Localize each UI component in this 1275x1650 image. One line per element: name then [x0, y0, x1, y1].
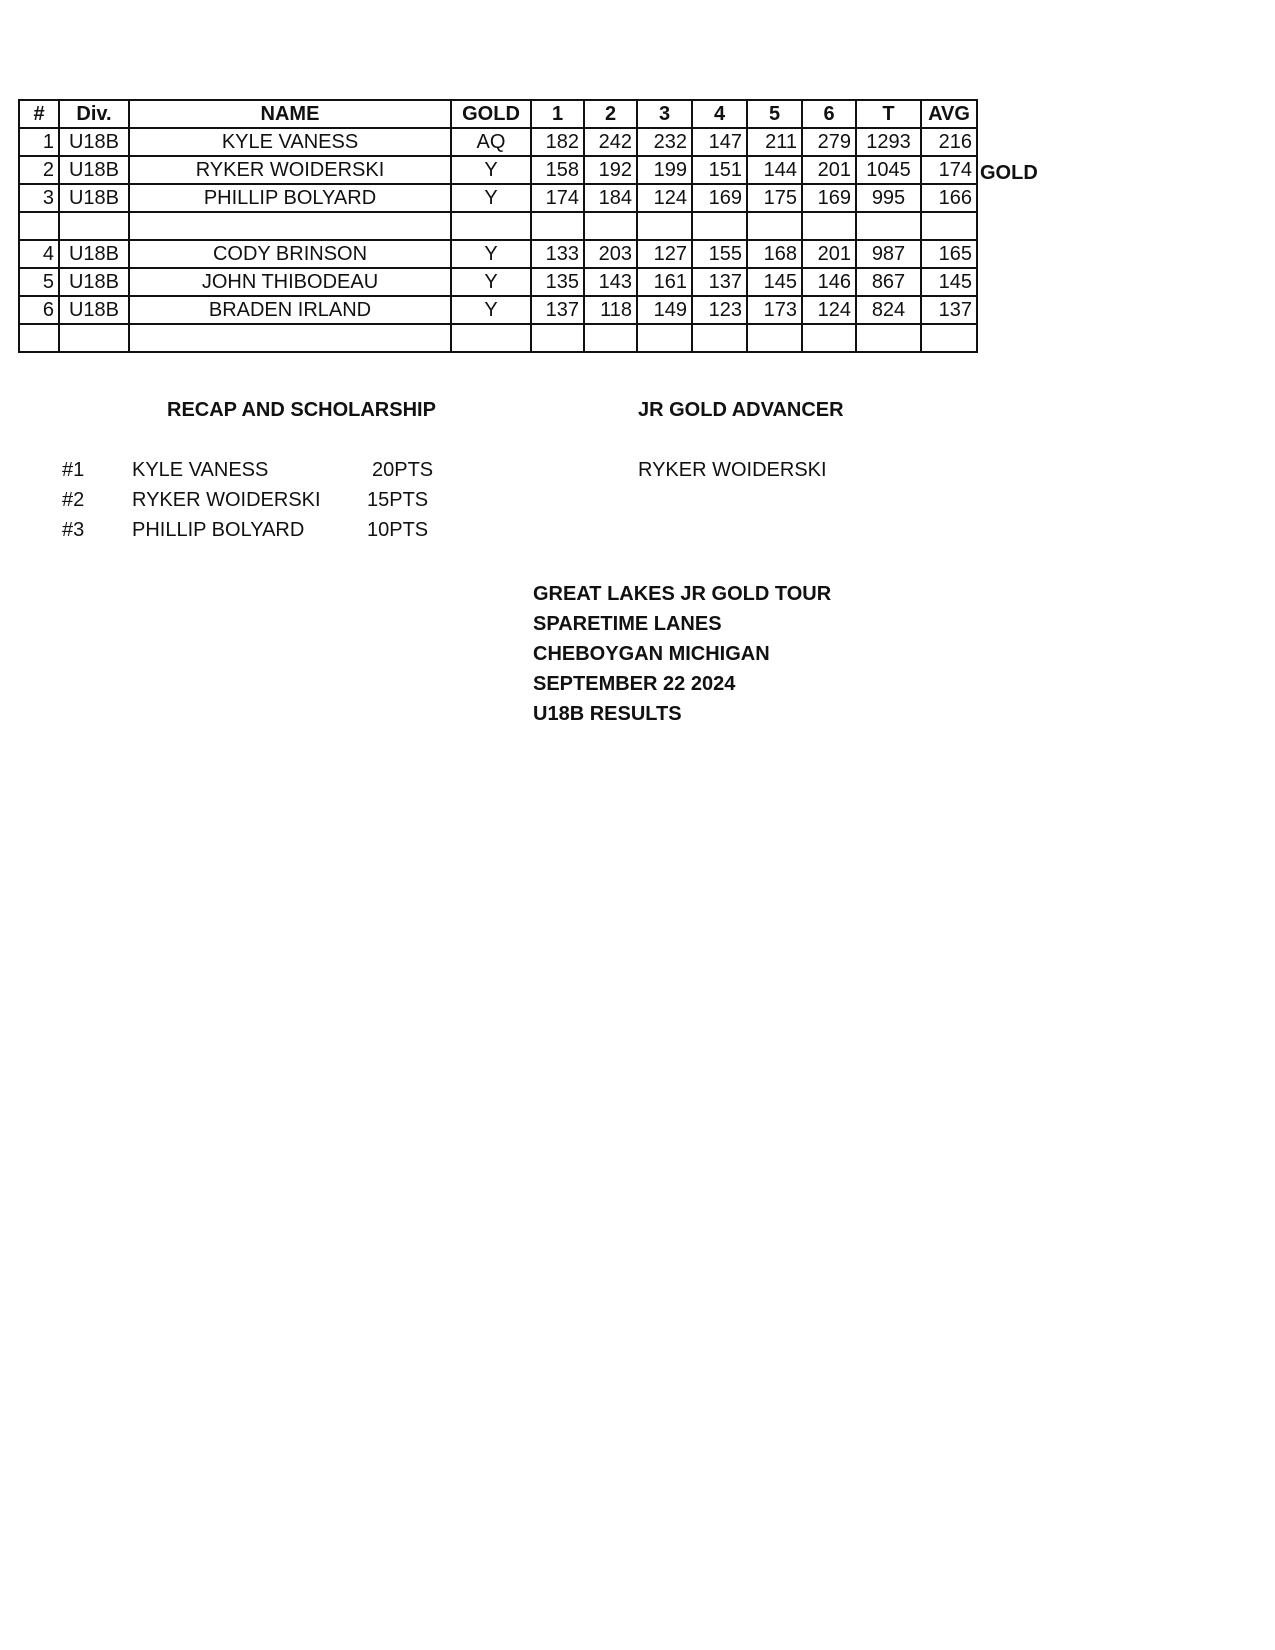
cell-game-1: 174 [531, 184, 584, 212]
recap-name-3: PHILLIP BOLYARD [132, 519, 305, 541]
recap-name-1: KYLE VANESS [132, 459, 269, 481]
cell-game-6 [802, 212, 856, 240]
cell-total: 824 [856, 296, 921, 324]
cell-gold: Y [451, 268, 531, 296]
cell-division: U18B [59, 128, 129, 156]
cell-game-5: 211 [747, 128, 802, 156]
cell-game-4 [692, 324, 747, 352]
cell-gold: AQ [451, 128, 531, 156]
cell-game-1: 133 [531, 240, 584, 268]
cell-game-3: 232 [637, 128, 692, 156]
cell-rank: 4 [19, 240, 59, 268]
cell-average: 137 [921, 296, 977, 324]
cell-game-1: 158 [531, 156, 584, 184]
event-venue: SPARETIME LANES [533, 613, 722, 635]
cell-game-4: 151 [692, 156, 747, 184]
cell-game-5: 168 [747, 240, 802, 268]
cell-gold: Y [451, 184, 531, 212]
cell-game-5 [747, 324, 802, 352]
cell-division: U18B [59, 296, 129, 324]
cell-total: 1293 [856, 128, 921, 156]
cell-game-6: 279 [802, 128, 856, 156]
recap-points-3: 10PTS [367, 519, 429, 541]
cell-rank [19, 212, 59, 240]
cell-name: BRADEN IRLAND [129, 296, 451, 324]
table-row [19, 184, 977, 212]
cell-game-5: 144 [747, 156, 802, 184]
cell-division [59, 324, 129, 352]
recap-points-2: 15PTS [367, 489, 429, 511]
cell-game-5: 173 [747, 296, 802, 324]
cell-game-1: 182 [531, 128, 584, 156]
cell-game-5: 145 [747, 268, 802, 296]
cell-game-3 [637, 212, 692, 240]
header-game-5: 5 [747, 100, 802, 128]
cell-average: 216 [921, 128, 977, 156]
header-game-4: 4 [692, 100, 747, 128]
recap-title: RECAP AND SCHOLARSHIP [167, 399, 436, 421]
header-division: Div. [59, 100, 129, 128]
cell-game-4 [692, 212, 747, 240]
recap-points-1: 20PTS [372, 459, 434, 481]
recap-rank-3: #3 [62, 519, 85, 541]
cell-total [856, 324, 921, 352]
advancer-name: RYKER WOIDERSKI [638, 459, 827, 481]
cell-game-4: 155 [692, 240, 747, 268]
cell-average [921, 212, 977, 240]
event-tour: GREAT LAKES JR GOLD TOUR [533, 583, 832, 605]
cell-rank: 2 [19, 156, 59, 184]
cell-division: U18B [59, 240, 129, 268]
cell-total: 867 [856, 268, 921, 296]
header-game-1: 1 [531, 100, 584, 128]
advancer-title: JR GOLD ADVANCER [638, 399, 844, 421]
cell-name: CODY BRINSON [129, 240, 451, 268]
cell-game-6: 201 [802, 240, 856, 268]
cell-game-2: 118 [584, 296, 637, 324]
event-date: SEPTEMBER 22 2024 [533, 673, 736, 695]
table-row [19, 324, 977, 352]
cell-game-1 [531, 324, 584, 352]
cell-division: U18B [59, 156, 129, 184]
header-total: T [856, 100, 921, 128]
cell-average: 165 [921, 240, 977, 268]
recap-name-2: RYKER WOIDERSKI [132, 489, 321, 511]
cell-gold: Y [451, 296, 531, 324]
cell-rank: 6 [19, 296, 59, 324]
cell-rank [19, 324, 59, 352]
results-table [18, 99, 978, 353]
cell-gold [451, 212, 531, 240]
cell-game-3 [637, 324, 692, 352]
cell-rank: 1 [19, 128, 59, 156]
header-average: AVG [921, 100, 977, 128]
cell-game-3: 161 [637, 268, 692, 296]
table-row [19, 156, 977, 184]
cell-game-1 [531, 212, 584, 240]
cell-game-1: 135 [531, 268, 584, 296]
table-row [19, 296, 977, 324]
header-game-6: 6 [802, 100, 856, 128]
recap-rank-2: #2 [62, 489, 85, 511]
table-header-row [19, 100, 977, 128]
cell-average [921, 324, 977, 352]
cell-gold: Y [451, 240, 531, 268]
cell-game-1: 137 [531, 296, 584, 324]
cell-total: 987 [856, 240, 921, 268]
event-info [533, 579, 831, 729]
cell-total: 995 [856, 184, 921, 212]
cell-name [129, 324, 451, 352]
cell-game-3: 124 [637, 184, 692, 212]
cell-rank: 3 [19, 184, 59, 212]
cell-game-2: 203 [584, 240, 637, 268]
cell-average: 145 [921, 268, 977, 296]
cell-division: U18B [59, 268, 129, 296]
cell-game-2: 184 [584, 184, 637, 212]
cell-game-6: 169 [802, 184, 856, 212]
cell-game-3: 127 [637, 240, 692, 268]
cell-division: U18B [59, 184, 129, 212]
event-location: CHEBOYGAN MICHIGAN [533, 643, 770, 665]
cell-name: JOHN THIBODEAU [129, 268, 451, 296]
cell-game-2: 242 [584, 128, 637, 156]
header-game-2: 2 [584, 100, 637, 128]
cell-rank: 5 [19, 268, 59, 296]
cell-gold [451, 324, 531, 352]
table-row [19, 240, 977, 268]
cell-name: PHILLIP BOLYARD [129, 184, 451, 212]
cell-game-2: 143 [584, 268, 637, 296]
cell-game-5 [747, 212, 802, 240]
cell-game-4: 123 [692, 296, 747, 324]
cell-division [59, 212, 129, 240]
header-game-3: 3 [637, 100, 692, 128]
table-row [19, 212, 977, 240]
cell-game-4: 147 [692, 128, 747, 156]
header-rank: # [19, 100, 59, 128]
table-row [19, 128, 977, 156]
header-name: NAME [129, 100, 451, 128]
cell-game-4: 137 [692, 268, 747, 296]
cell-game-6: 201 [802, 156, 856, 184]
cell-total [856, 212, 921, 240]
cell-average: 174 [921, 156, 977, 184]
cell-game-2 [584, 212, 637, 240]
cell-game-6: 124 [802, 296, 856, 324]
table-row [19, 268, 977, 296]
event-results-title: U18B RESULTS [533, 703, 682, 725]
gold-qualifier-note: GOLD [980, 162, 1038, 184]
cell-game-4: 169 [692, 184, 747, 212]
cell-game-2 [584, 324, 637, 352]
cell-average: 166 [921, 184, 977, 212]
cell-gold: Y [451, 156, 531, 184]
recap-rank-1: #1 [62, 459, 85, 481]
cell-name: RYKER WOIDERSKI [129, 156, 451, 184]
cell-game-5: 175 [747, 184, 802, 212]
cell-game-3: 199 [637, 156, 692, 184]
cell-game-6 [802, 324, 856, 352]
cell-game-2: 192 [584, 156, 637, 184]
cell-game-3: 149 [637, 296, 692, 324]
cell-game-6: 146 [802, 268, 856, 296]
cell-total: 1045 [856, 156, 921, 184]
header-gold: GOLD [451, 100, 531, 128]
cell-name: KYLE VANESS [129, 128, 451, 156]
cell-name [129, 212, 451, 240]
